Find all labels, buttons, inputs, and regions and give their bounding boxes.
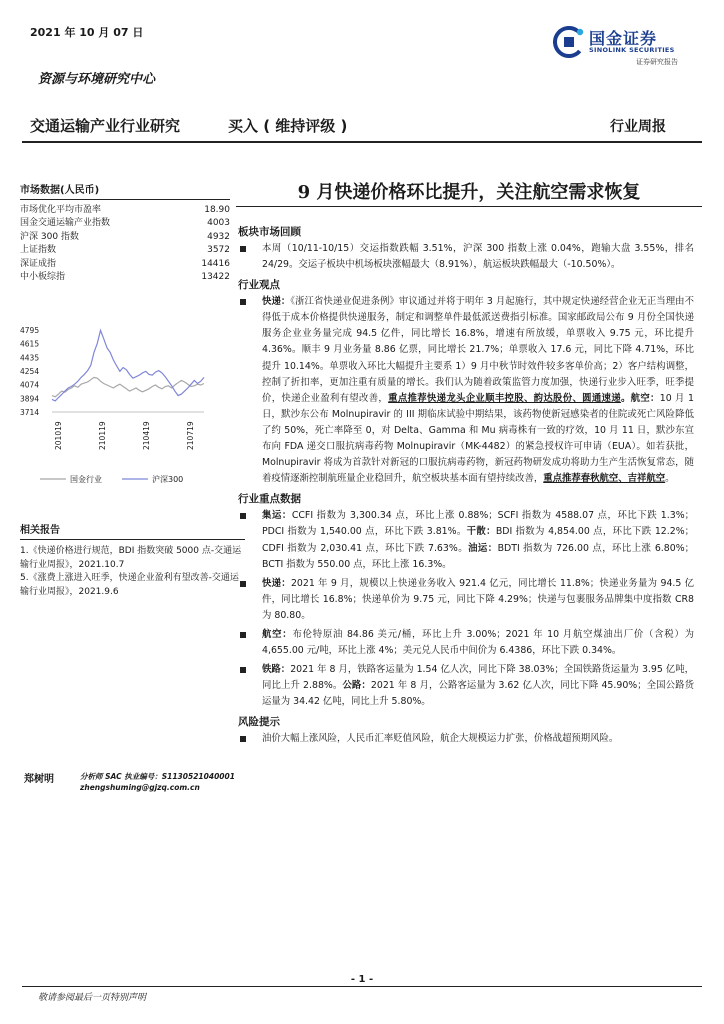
logo-name-en: SINOLINK SECURITIES xyxy=(589,46,675,54)
market-data-row xyxy=(20,217,230,230)
market-data-row xyxy=(20,258,230,271)
x-tick-label: 210719 xyxy=(186,421,195,450)
y-tick-label: 4795 xyxy=(20,326,40,335)
x-tick-label: 201019 xyxy=(54,421,63,450)
view-paragraph xyxy=(238,294,694,487)
logo-mark-icon xyxy=(553,26,585,58)
market-data-label: 国金交通运输产业指数 xyxy=(20,218,111,229)
header-divider xyxy=(22,141,702,143)
view-lead: 快递： xyxy=(262,296,291,308)
index-chart xyxy=(18,322,218,492)
analyst-name: 郑树明 xyxy=(24,774,54,785)
related-report-item[interactable]: 5.《涨费上涨进入旺季，快递企业盈利有望改善-交通运输行业周报》，2021.9.6 xyxy=(20,573,239,597)
market-data-label: 上证指数 xyxy=(20,245,57,256)
board-review-paragraph: 本周（10/11-10/15）交运指数跌幅 3.51%，沪深 300 指数上涨 0.04%，跑输大盘 3.55%，排名 24/29。交运子板块中机场板块涨幅最大（8.91%），航运板块跌幅最大（-10.50%）。 xyxy=(238,241,694,273)
market-data-value: 18.90 xyxy=(204,205,230,215)
market-data-value: 13422 xyxy=(201,272,230,283)
data-item-express: 快递：2021 年 9 月，规模以上快递业务收入 921.4 亿元，同比增长 11.8%；快递业务量为 94.5 亿件，同比增长 16.8%；快递单价为 9.75 元，同比下降 4.29%；快递与包裹服务品牌集中度指数 CR8 为 80.80。 xyxy=(238,576,694,624)
market-data-row xyxy=(20,231,230,244)
report-category-label: 证券研究报告 xyxy=(636,58,678,66)
y-tick-label: 4435 xyxy=(20,353,40,363)
footer-divider xyxy=(22,986,702,987)
legend-label: 国金行业 xyxy=(70,475,102,484)
market-data-label: 沪深 300 指数 xyxy=(20,231,79,242)
research-center: 资源与环境研究中心 xyxy=(38,72,156,87)
report-date: 2021 年 10 月 07 日 xyxy=(30,26,144,39)
data-item-rail-road: 铁路：2021 年 8 月，铁路客运量为 1.54 亿人次，同比下降 38.03%；全国铁路货运量为 3.95 亿吨，同比上升 2.88%。公路：2021 年 8 月，公路客运量为 3.62 亿人次，同比下降 45.90%；全国公路货运量为 34.42 亿吨，同比上升 5.80%。 xyxy=(238,662,694,710)
section-title-risk: 风险提示 xyxy=(238,716,280,729)
y-tick-label: 4074 xyxy=(20,380,40,390)
data-item-shipping: 集运：CCFI 指数为 3,300.34 点，环比上涨 0.88%；SCFI 指数为 4588.07 点，环比下跌 1.3%；PDCI 指数为 1,540.00 点，环比下跌 3.81%。干散：BDI 指数为 4,854.00 点，环比下跌 12.2%；CDFI 指数为 2,030.41 点，环比下跌 7.63%。油运：BDTI 指数为 726.00 点，环比上涨 6.80%；BCTI 指数为 550.00 点，环比上涨 16.3%。 xyxy=(238,508,694,572)
view-highlight-2: 重点推荐春秋航空、吉祥航空 xyxy=(543,473,666,485)
view-text-1: 《浙江省快递业促进条例》审议通过并将于明年 3 月起施行，其中规定快递经营企业无正当理由不得低于成本价格提供快递服务，制定和调整单件最低派送费指引标准。国家邮政局公布 9 月份全国快递服务企业业务量完成 94.5 亿件，同比增长 16.8%，增速有所放缓，单票收入 9.75 元，环比提升 4.36%。顺丰 9 月业务量 8.86 亿票，同比增长 21.7%；单票收入 17.6 元，同比下降 4.71%，环比提升 10.14%。单票收入环比大幅提升主要系 1）9 月中秋节时效件较多客单价高；2）客户结构调整，控制了折扣率，更加注重有质量的增长。我们认为随着政策监管力度加强，快递行业步入旺季，旺季提价，快递企业盈利有望改善， xyxy=(262,296,694,404)
x-tick-label: 210119 xyxy=(98,421,107,450)
market-data-row xyxy=(20,271,230,284)
report-type: 交通运输产业行业研究 xyxy=(30,117,181,135)
related-reports xyxy=(20,521,245,599)
report-headline: 9 月快递价格环比提升，关注航空需求恢复 xyxy=(297,182,641,203)
page-number: - 1 - xyxy=(350,974,374,985)
market-data-value: 14416 xyxy=(201,258,230,269)
related-reports-title: 相关报告 xyxy=(20,521,245,540)
section-title-view: 行业观点 xyxy=(238,279,280,292)
market-data-label: 中小板综指 xyxy=(20,272,66,283)
section-title-data: 行业重点数据 xyxy=(238,493,301,506)
market-data-value: 4003 xyxy=(207,218,230,229)
related-report-item[interactable]: 1.《快递价格进行规范，BDI 指数突破 5000 点-交通运输行业周报》，2021.10.7 xyxy=(20,546,242,570)
market-data-panel xyxy=(20,181,230,284)
market-data-row xyxy=(20,204,230,217)
market-data-title: 市场数据(人民币) xyxy=(20,181,230,200)
view-text-2: 10 月 1 日，默沙东公布 Molnupiravir 的 III 期临床试验中期结果，该药物使新冠感染者的住院或死亡风险降低了约 50%，死亡率降至 0，对 Delta、Gamma 和 Mu 病毒株有一致的疗效，10 月 11 日，默沙东宣布向 FDA 递交口服抗病毒药物 Molnupiravir（MK-4482）的紧急授权许可申请（EUA）。如若获批，Molnupiravir 将成为首款针对新冠的口服抗病毒药物，新冠药物研发成功将助力生产生活恢复常态，随着疫情逐渐控制航班量企业稳回升，航空板块基本面有望持续改善， xyxy=(262,392,694,485)
view-end: 。 xyxy=(665,473,675,485)
disclaimer-note[interactable]: 敬请参阅最后一页特别声明 xyxy=(38,993,147,1003)
analyst-cert: 分析师 SAC 执业编号：S1130521040001 xyxy=(80,772,235,781)
market-data-row xyxy=(20,244,230,257)
section-title-board: 板块市场回顾 xyxy=(238,226,301,238)
headline-divider xyxy=(236,206,702,207)
view-highlight-1: 重点推荐快递龙头企业顺丰控股、韵达股份、圆通速递 xyxy=(388,392,621,404)
analyst-email[interactable]: zhengshuming@gjzq.com.cn xyxy=(80,783,200,792)
y-tick-label: 3894 xyxy=(20,394,40,404)
report-frequency: 行业周报 xyxy=(610,119,666,135)
risk-paragraph: 油价大幅上涨风险，人民币汇率贬值风险，航企大规模运力扩张，价格战超预期风险。 xyxy=(238,731,694,747)
rating-label: 买入 ( 维持评级 ) xyxy=(228,117,348,135)
y-tick-label: 4615 xyxy=(20,339,40,349)
index-chart-svg xyxy=(18,322,218,492)
y-tick-label: 4254 xyxy=(20,367,40,377)
data-item-aviation: 航空：布伦特原油 84.86 美元/桶，环比上升 3.00%；2021 年 10 月航空煤油出厂价（含税）为 4,655.00 元/吨，环比上涨 4%；美元兑人民币中间价为 6.4386，环比下跌 0.34%。 xyxy=(238,627,694,659)
market-data-label: 市场优化平均市盈率 xyxy=(20,205,102,215)
market-data-list xyxy=(20,204,230,284)
market-data-value: 4932 xyxy=(207,231,230,242)
x-tick-label: 210419 xyxy=(142,421,151,450)
market-data-value: 3572 xyxy=(207,245,230,256)
report-body xyxy=(238,221,694,751)
view-air-lead: 。航空： xyxy=(620,392,660,404)
logo-name-cn: 国金证券 xyxy=(589,29,658,48)
market-data-label: 深证成指 xyxy=(20,258,57,269)
legend-label: 沪深300 xyxy=(152,475,184,484)
y-tick-label: 3714 xyxy=(20,408,40,417)
